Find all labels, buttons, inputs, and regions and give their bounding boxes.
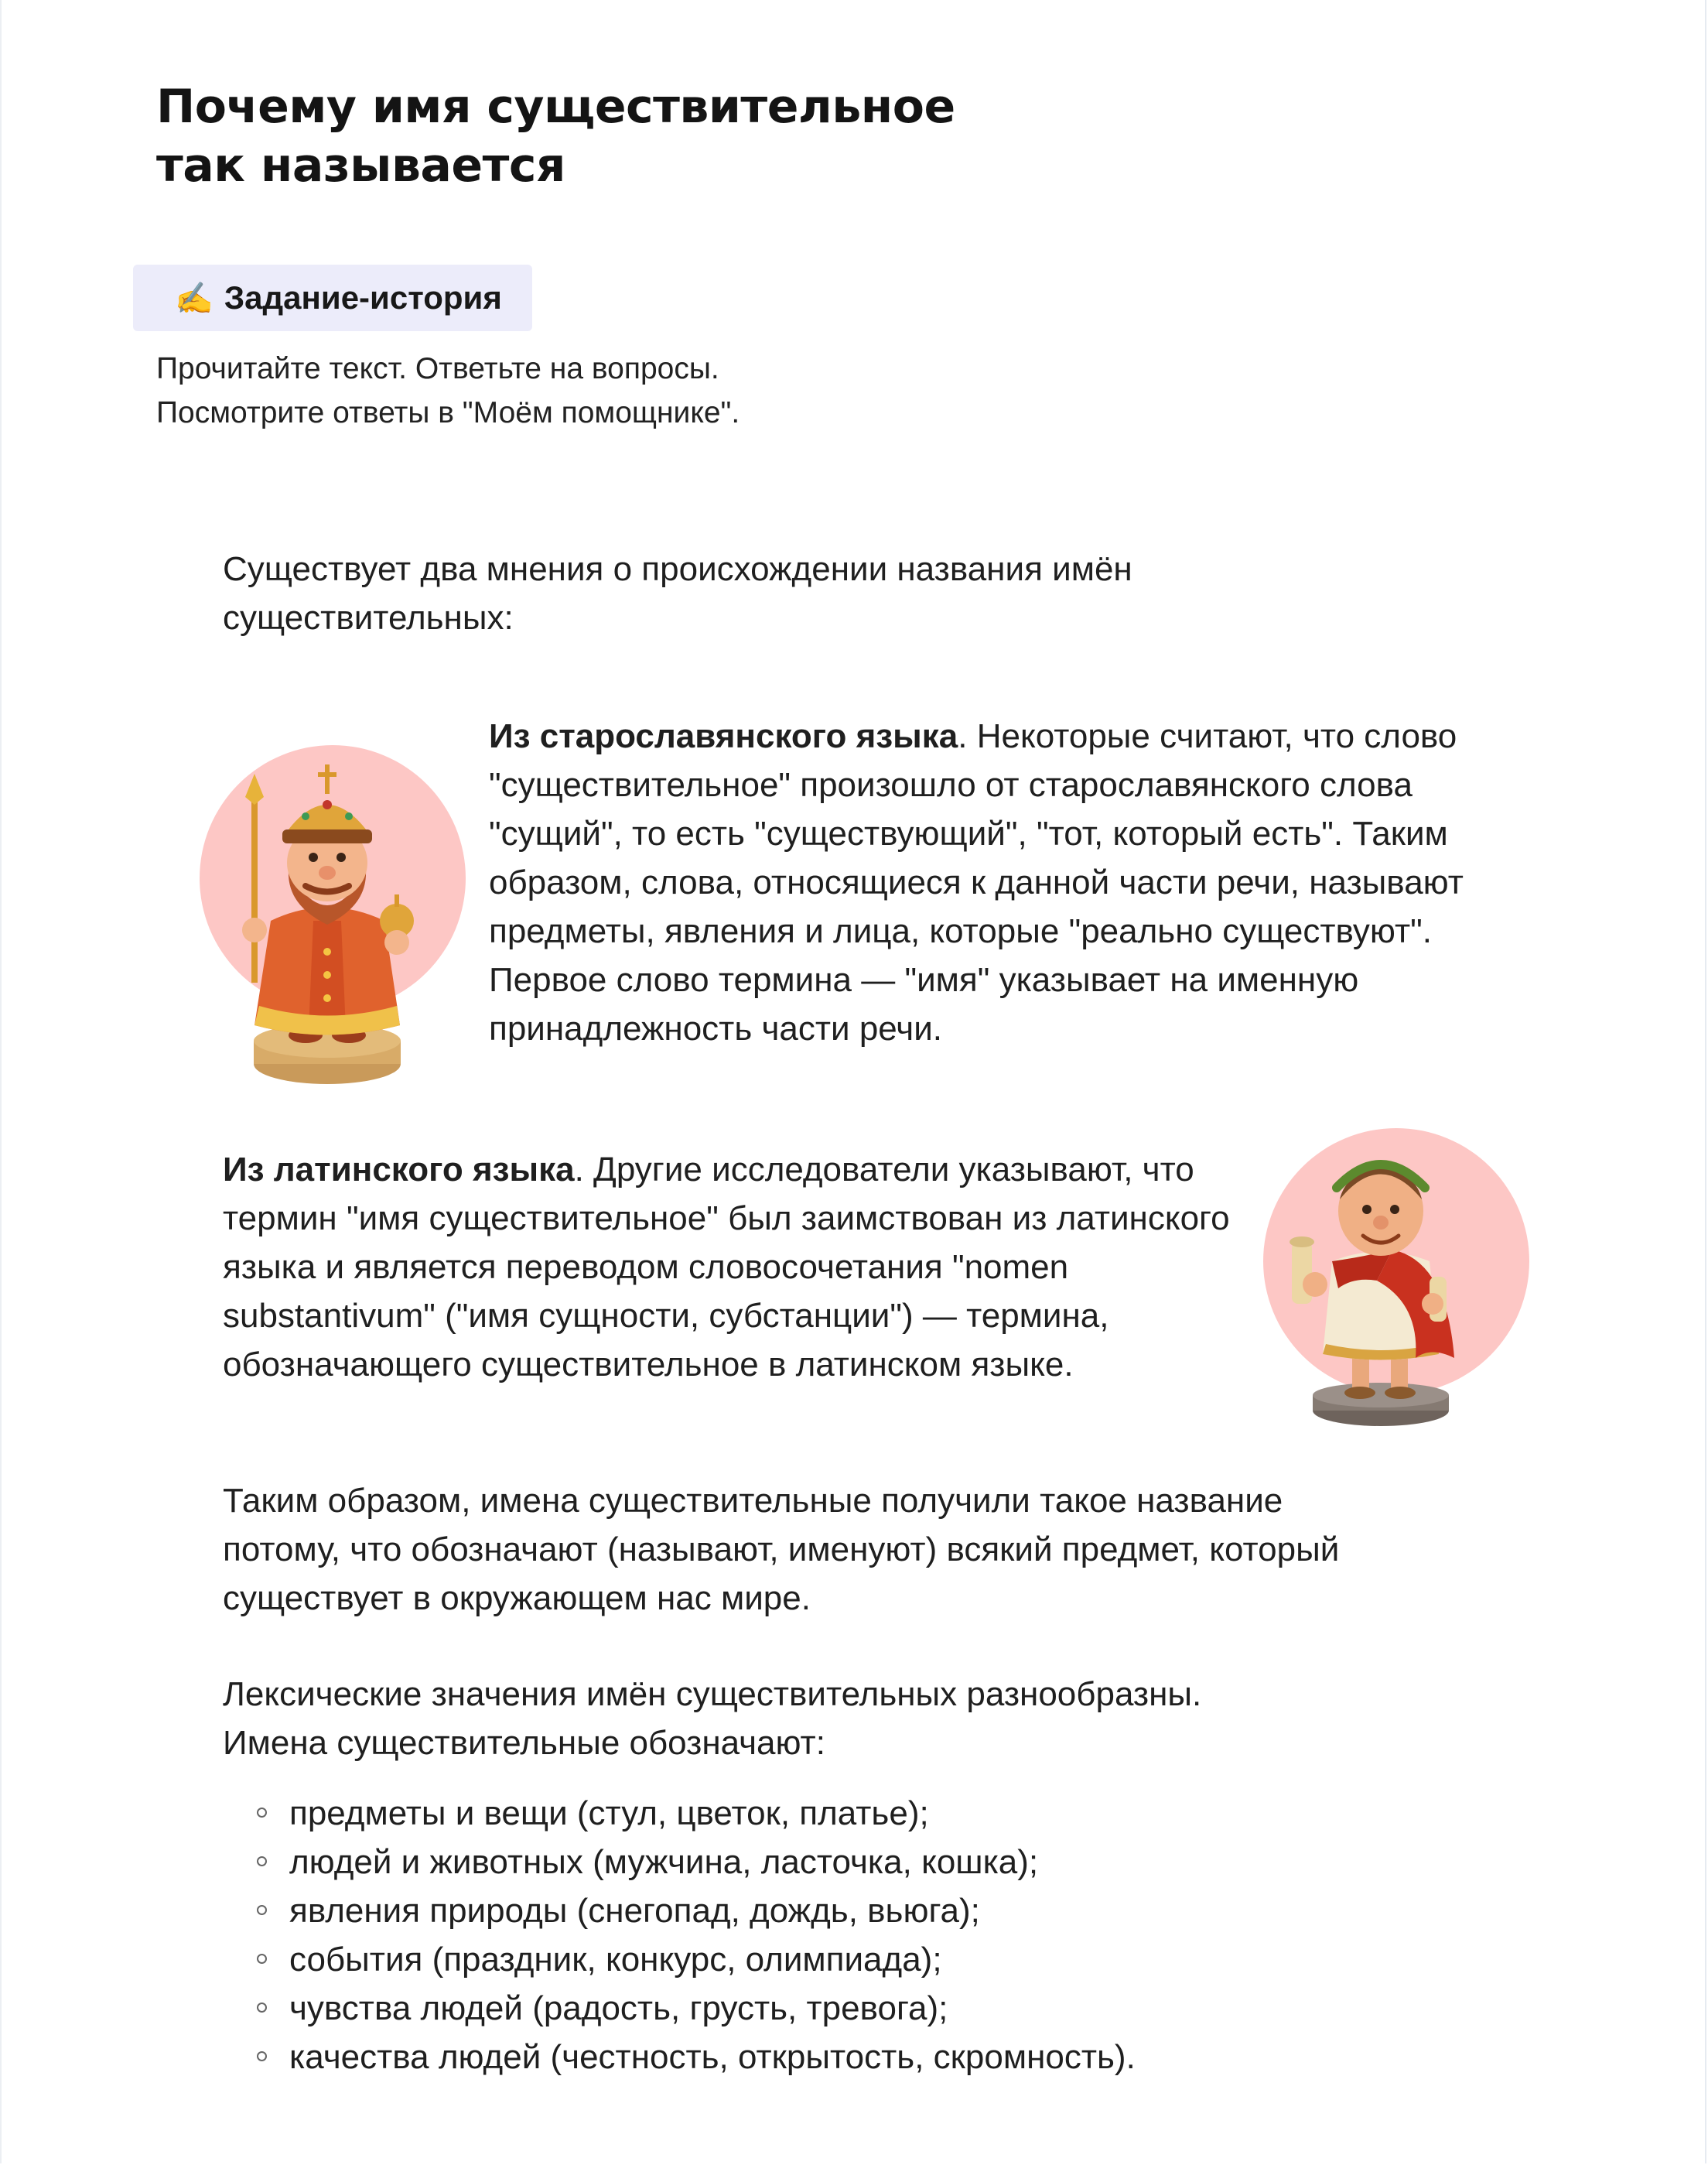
lexical-meanings-intro (223, 1670, 1383, 1767)
list-item (254, 1886, 1136, 1935)
latin-heading: Из латинского языка (223, 1151, 575, 1189)
lexical-line-2: Имена существительные обозначают: (223, 1724, 825, 1762)
instruction-line-1: Прочитайте текст. Ответьте на вопросы. (156, 352, 719, 385)
instruction-line-2: Посмотрите ответы в "Моём помощнике". (156, 396, 740, 429)
writing-hand-icon: ✍ (175, 281, 214, 316)
list-item (254, 2033, 1136, 2081)
page-title-line-2: так называется (156, 139, 565, 193)
list-item-text: явления природы (снегопад, дождь, вьюга); (289, 1892, 980, 1930)
circle-bullet-icon (257, 1856, 267, 1866)
page-title-line-1: Почему имя существительное (156, 80, 955, 134)
circle-bullet-icon (257, 1808, 267, 1818)
task-type-badge (133, 265, 532, 331)
noun-meanings-list (254, 1789, 1136, 2081)
tsar-figurine-illustration (197, 727, 468, 1091)
list-item-text: людей и животных (мужчина, ласточка, кошка); (289, 1843, 1039, 1881)
intro-paragraph: Существует два мнения о происхождении названия имён существительных: (223, 550, 1132, 637)
circle-bullet-icon (257, 1954, 267, 1964)
task-instructions (156, 347, 740, 435)
list-item (254, 1789, 1136, 1838)
page-title (156, 77, 955, 195)
list-item (254, 1984, 1136, 2033)
circle-bullet-icon (257, 2003, 267, 2013)
circle-bullet-icon (257, 1905, 267, 1915)
roman-figurine-illustration (1261, 1126, 1532, 1431)
circle-bullet-icon (257, 2051, 267, 2061)
list-item (254, 1935, 1136, 1984)
conclusion-paragraph: Таким образом, имена существительные получили такое название потому, что обозначают (называют, именуют) всякий предмет, который существует в окружающем нас мире. (223, 1482, 1340, 1617)
list-item-text: качества людей (честность, открытость, скромность). (289, 2038, 1136, 2076)
list-item-text: предметы и вещи (стул, цветок, платье); (289, 1794, 929, 1832)
latin-text: . Другие исследователи указывают, что термин "имя существительное" был заимствован из латинского языка и является переводом словосочетания "nomen substantivum" ("имя сущности, субстанции") — термина, обозначающего существительное в латинском языке. (223, 1151, 1230, 1383)
list-item-text: чувства людей (радость, грусть, тревога); (289, 1989, 948, 2027)
old-slavonic-paragraph (489, 712, 1525, 1053)
task-type-label: Задание-история (224, 279, 502, 316)
list-item-text: события (праздник, конкурс, олимпиада); (289, 1941, 942, 1979)
old-slavonic-text: . Некоторые считают, что слово "существительное" произошло от старославянского слова "сущий", то есть "существующий", "тот, который есть". Таким образом, слова, относящиеся к данной части речи, называют предметы, явления и лица, которые "реально существуют". Первое слово термина — "имя" указывает на именную принадлежность части речи. (489, 717, 1464, 1048)
list-item (254, 1838, 1136, 1886)
latin-paragraph (223, 1145, 1244, 1389)
old-slavonic-heading: Из старославянского языка (489, 717, 958, 755)
lexical-line-1: Лексические значения имён существительных разнообразны. (223, 1675, 1202, 1713)
